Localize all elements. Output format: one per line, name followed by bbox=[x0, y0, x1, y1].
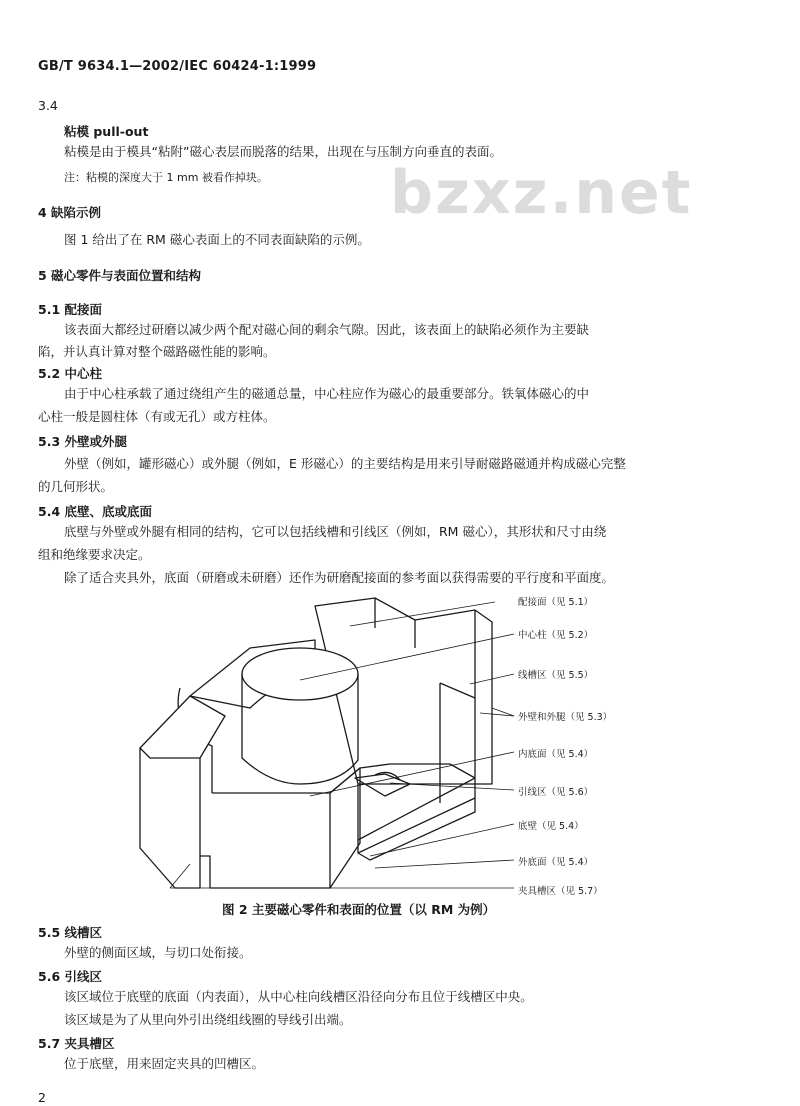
section-5-6-text-2: 该区域是为了从里向外引出绕组线圈的导线引出端。 bbox=[64, 1012, 352, 1027]
page-number: 2 bbox=[38, 1090, 46, 1105]
section-5-2-text-2: 心柱一般是圆柱体（有或无孔）或方柱体。 bbox=[38, 409, 276, 424]
section-5-title: 5 磁心零件与表面位置和结构 bbox=[38, 268, 202, 283]
figure-2-caption: 图 2 主要磁心零件和表面的位置（以 RM 为例） bbox=[222, 902, 496, 917]
figure-2-rm-core-drawing bbox=[130, 588, 770, 906]
section-4-text: 图 1 给出了在 RM 磁心表面上的不同表面缺陷的示例。 bbox=[64, 232, 370, 247]
section-5-1-text-2: 陷，并认真计算对整个磁路磁性能的影响。 bbox=[38, 344, 276, 359]
fig-label-outer-wall-legs: 外壁和外腿（见 5.3） bbox=[518, 712, 613, 723]
section-5-1-title: 5.1 配接面 bbox=[38, 302, 102, 317]
section-5-7-text: 位于底壁，用来固定夹具的凹槽区。 bbox=[64, 1056, 265, 1071]
section-5-2-title: 5.2 中心柱 bbox=[38, 366, 102, 381]
fig-label-base-wall: 底壁（见 5.4） bbox=[518, 821, 584, 832]
section-5-4-title: 5.4 底壁、底或底面 bbox=[38, 504, 152, 519]
section-5-2-text-1: 由于中心柱承载了通过绕组产生的磁通总量，中心柱应作为磁心的最重要部分。铁氧体磁心的中 bbox=[64, 386, 590, 401]
section-5-6-text-1: 该区域位于底壁的底面（内表面），从中心柱向线槽区沿径向分布且位于线槽区中央。 bbox=[64, 989, 533, 1004]
watermark: bzxz.net bbox=[390, 158, 693, 228]
term-pull-out: 粘模 pull-out bbox=[64, 124, 149, 139]
fig-label-slot-area: 线槽区（见 5.5） bbox=[518, 670, 594, 681]
section-5-3-text-2: 的几何形状。 bbox=[38, 479, 114, 494]
section-5-4-text-1: 底壁与外壁或外腿有相同的结构，它可以包括线槽和引线区（例如，RM 磁心），其形状和尺寸由绕 bbox=[64, 524, 607, 539]
section-5-1-text-1: 该表面大都经过研磨以减少两个配对磁心间的剩余气隙。因此，该表面上的缺陷必须作为主要缺 bbox=[64, 322, 590, 337]
section-5-4-text-3: 除了适合夹具外，底面（研磨或未研磨）还作为研磨配接面的参考面以获得需要的平行度和平面度。 bbox=[64, 570, 615, 585]
fig-label-center-post: 中心柱（见 5.2） bbox=[518, 630, 594, 641]
fig-label-lead-area: 引线区（见 5.6） bbox=[518, 787, 594, 798]
section-5-3-title: 5.3 外壁或外腿 bbox=[38, 434, 127, 449]
section-5-7-title: 5.7 夹具槽区 bbox=[38, 1036, 115, 1051]
section-5-3-text-1: 外壁（例如，罐形磁心）或外腿（例如，E 形磁心）的主要结构是用来引导耐磁路磁通并构成磁心完整 bbox=[64, 456, 626, 471]
fig-label-outer-base-surface: 外底面（见 5.4） bbox=[518, 857, 594, 868]
fig-label-mating-surface: 配接面（见 5.1） bbox=[518, 597, 594, 608]
section-3-4-number: 3.4 bbox=[38, 98, 58, 113]
pull-out-definition: 粘模是由于模具“粘附”磁心表层而脱落的结果，出现在与压制方向垂直的表面。 bbox=[64, 144, 502, 159]
section-4-title: 4 缺陷示例 bbox=[38, 205, 102, 220]
fig-label-inner-base-surface: 内底面（见 5.4） bbox=[518, 749, 594, 760]
section-5-5-text: 外壁的侧面区域，与切口处衔接。 bbox=[64, 945, 252, 960]
section-5-6-title: 5.6 引线区 bbox=[38, 969, 102, 984]
fig-label-clamp-groove: 夹具槽区（见 5.7） bbox=[518, 886, 603, 897]
section-5-4-text-2: 组和绝缘要求决定。 bbox=[38, 547, 151, 562]
section-5-5-title: 5.5 线槽区 bbox=[38, 925, 102, 940]
standard-header: GB/T 9634.1—2002/IEC 60424-1:1999 bbox=[38, 59, 317, 74]
pull-out-note: 注：粘模的深度大于 1 mm 被看作掉块。 bbox=[64, 171, 268, 184]
